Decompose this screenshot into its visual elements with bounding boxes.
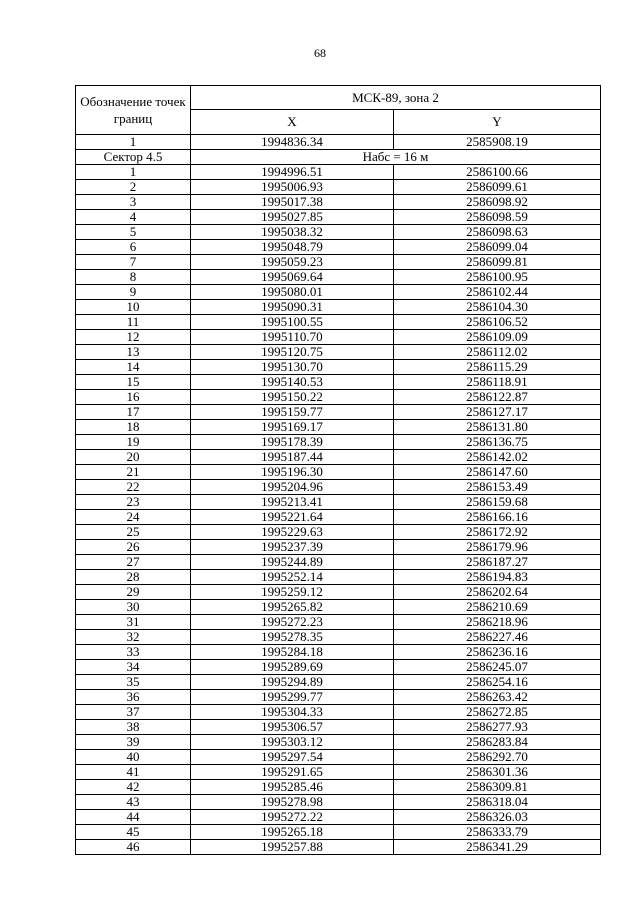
y-value: 2586254.16	[394, 675, 601, 690]
y-value: 2586301.36	[394, 765, 601, 780]
table-row	[76, 795, 601, 810]
table-row	[76, 720, 601, 735]
table-row	[76, 210, 601, 225]
table-row	[76, 405, 601, 420]
header-row-system	[76, 86, 601, 110]
y-value: 2586153.49	[394, 480, 601, 495]
table-row	[76, 465, 601, 480]
x-value: 1995130.70	[191, 360, 394, 375]
y-value: 2586309.81	[394, 780, 601, 795]
x-value: 1995244.89	[191, 555, 394, 570]
x-value: 1995265.18	[191, 825, 394, 840]
point-number: 4	[76, 210, 191, 225]
y-value: 2586236.16	[394, 645, 601, 660]
table-row	[76, 345, 601, 360]
y-value: 2586106.52	[394, 315, 601, 330]
x-value: 1995110.70	[191, 330, 394, 345]
table-row	[76, 360, 601, 375]
x-value: 1995159.77	[191, 405, 394, 420]
y-value: 2586104.30	[394, 300, 601, 315]
point-number: 1	[76, 135, 191, 150]
point-number: 36	[76, 690, 191, 705]
x-value: 1995178.39	[191, 435, 394, 450]
y-value: 2586292.70	[394, 750, 601, 765]
point-number: 22	[76, 480, 191, 495]
x-value: 1995140.53	[191, 375, 394, 390]
sector-name: Сектор 4.5	[76, 150, 191, 165]
table-row	[76, 420, 601, 435]
x-value: 1995237.39	[191, 540, 394, 555]
y-value: 2586099.81	[394, 255, 601, 270]
table-row	[76, 285, 601, 300]
y-value: 2586136.75	[394, 435, 601, 450]
y-value: 2586142.02	[394, 450, 601, 465]
table-row	[76, 330, 601, 345]
y-value: 2586277.93	[394, 720, 601, 735]
y-value: 2586326.03	[394, 810, 601, 825]
table-row	[76, 735, 601, 750]
table-row	[76, 705, 601, 720]
point-number: 6	[76, 240, 191, 255]
point-number: 2	[76, 180, 191, 195]
x-value: 1995150.22	[191, 390, 394, 405]
point-number: 27	[76, 555, 191, 570]
y-value: 2586272.85	[394, 705, 601, 720]
table-header	[76, 86, 601, 135]
point-number: 35	[76, 675, 191, 690]
y-value: 2586318.04	[394, 795, 601, 810]
point-number: 3	[76, 195, 191, 210]
y-value: 2586187.27	[394, 555, 601, 570]
x-value: 1995027.85	[191, 210, 394, 225]
y-value: 2586218.96	[394, 615, 601, 630]
y-value: 2586099.04	[394, 240, 601, 255]
x-value: 1995090.31	[191, 300, 394, 315]
y-value: 2586227.46	[394, 630, 601, 645]
x-column-header: X	[191, 110, 394, 135]
coordinate-system-header: МСК-89, зона 2	[191, 86, 601, 110]
table-row	[76, 495, 601, 510]
y-value: 2586098.63	[394, 225, 601, 240]
y-value: 2586341.29	[394, 840, 601, 855]
x-value: 1995304.33	[191, 705, 394, 720]
x-value: 1995285.46	[191, 780, 394, 795]
sector-height: Набс = 16 м	[191, 150, 601, 165]
y-value: 2586202.64	[394, 585, 601, 600]
point-number: 18	[76, 420, 191, 435]
x-value: 1995252.14	[191, 570, 394, 585]
page-number: 68	[314, 46, 326, 60]
table-row	[76, 555, 601, 570]
point-number: 21	[76, 465, 191, 480]
table-row	[76, 390, 601, 405]
y-value: 2586159.68	[394, 495, 601, 510]
x-value: 1995291.65	[191, 765, 394, 780]
point-number: 31	[76, 615, 191, 630]
x-value: 1995259.12	[191, 585, 394, 600]
x-value: 1995299.77	[191, 690, 394, 705]
y-column-header: Y	[394, 110, 601, 135]
table-row	[76, 255, 601, 270]
point-number: 7	[76, 255, 191, 270]
point-number: 9	[76, 285, 191, 300]
point-number: 34	[76, 660, 191, 675]
point-number: 45	[76, 825, 191, 840]
point-number: 42	[76, 780, 191, 795]
table-row	[76, 600, 601, 615]
x-value: 1995048.79	[191, 240, 394, 255]
x-value: 1995187.44	[191, 450, 394, 465]
table-row	[76, 690, 601, 705]
point-number: 1	[76, 165, 191, 180]
table-row	[76, 840, 601, 855]
x-value: 1995120.75	[191, 345, 394, 360]
x-value: 1995038.32	[191, 225, 394, 240]
table-row	[76, 660, 601, 675]
point-number: 46	[76, 840, 191, 855]
y-value: 2586109.09	[394, 330, 601, 345]
y-value: 2586099.61	[394, 180, 601, 195]
y-value: 2586147.60	[394, 465, 601, 480]
table-row	[76, 540, 601, 555]
x-value: 1995221.64	[191, 510, 394, 525]
y-value: 2586118.91	[394, 375, 601, 390]
table-row	[76, 780, 601, 795]
y-value: 2586127.17	[394, 405, 601, 420]
y-value: 2586122.87	[394, 390, 601, 405]
table-row	[76, 510, 601, 525]
point-number: 13	[76, 345, 191, 360]
y-value: 2586179.96	[394, 540, 601, 555]
point-number: 44	[76, 810, 191, 825]
y-value: 2586283.84	[394, 735, 601, 750]
x-value: 1995257.88	[191, 840, 394, 855]
x-value: 1995213.41	[191, 495, 394, 510]
table-row	[76, 480, 601, 495]
x-value: 1995303.12	[191, 735, 394, 750]
table-row	[76, 615, 601, 630]
y-value: 2586100.95	[394, 270, 601, 285]
x-value: 1995278.35	[191, 630, 394, 645]
point-number: 25	[76, 525, 191, 540]
point-number: 19	[76, 435, 191, 450]
y-value: 2586194.83	[394, 570, 601, 585]
point-number: 26	[76, 540, 191, 555]
y-value: 2586098.59	[394, 210, 601, 225]
y-value: 2586245.07	[394, 660, 601, 675]
y-value: 2586166.16	[394, 510, 601, 525]
point-number: 37	[76, 705, 191, 720]
x-value: 1995265.82	[191, 600, 394, 615]
x-value: 1995080.01	[191, 285, 394, 300]
table-row-first	[76, 135, 601, 150]
y-value: 2586112.02	[394, 345, 601, 360]
x-value: 1995006.93	[191, 180, 394, 195]
x-value: 1995289.69	[191, 660, 394, 675]
point-number: 43	[76, 795, 191, 810]
y-value: 2586100.66	[394, 165, 601, 180]
x-value: 1995294.89	[191, 675, 394, 690]
table-row	[76, 630, 601, 645]
point-designation-header: Обозначение точек границ	[76, 86, 191, 135]
point-number: 30	[76, 600, 191, 615]
x-value: 1995272.23	[191, 615, 394, 630]
point-number: 39	[76, 735, 191, 750]
point-number: 24	[76, 510, 191, 525]
x-value: 1995069.64	[191, 270, 394, 285]
point-number: 8	[76, 270, 191, 285]
table-body	[76, 135, 601, 855]
table-row	[76, 525, 601, 540]
point-number: 14	[76, 360, 191, 375]
x-value: 1995059.23	[191, 255, 394, 270]
point-number: 17	[76, 405, 191, 420]
table-row	[76, 435, 601, 450]
x-value: 1995100.55	[191, 315, 394, 330]
x-value: 1995278.98	[191, 795, 394, 810]
y-value: 2586263.42	[394, 690, 601, 705]
point-number: 20	[76, 450, 191, 465]
table-row	[76, 180, 601, 195]
point-number: 12	[76, 330, 191, 345]
point-number: 28	[76, 570, 191, 585]
point-number: 23	[76, 495, 191, 510]
y-value: 2586115.29	[394, 360, 601, 375]
table-row	[76, 810, 601, 825]
table-row	[76, 645, 601, 660]
table-row	[76, 825, 601, 840]
sector-row	[76, 150, 601, 165]
table-row	[76, 765, 601, 780]
table-row	[76, 570, 601, 585]
point-number: 32	[76, 630, 191, 645]
point-number: 10	[76, 300, 191, 315]
table-row	[76, 750, 601, 765]
x-value: 1995017.38	[191, 195, 394, 210]
x-value: 1995169.17	[191, 420, 394, 435]
table-row	[76, 225, 601, 240]
y-value: 2586333.79	[394, 825, 601, 840]
x-value: 1995284.18	[191, 645, 394, 660]
table-row	[76, 300, 601, 315]
y-value: 2586210.69	[394, 600, 601, 615]
table-row	[76, 270, 601, 285]
point-number: 38	[76, 720, 191, 735]
y-value: 2586102.44	[394, 285, 601, 300]
y-value: 2586098.92	[394, 195, 601, 210]
table-row	[76, 585, 601, 600]
table-row	[76, 375, 601, 390]
table-row	[76, 450, 601, 465]
table-row	[76, 315, 601, 330]
table-row	[76, 195, 601, 210]
point-number: 11	[76, 315, 191, 330]
y-value: 2586131.80	[394, 420, 601, 435]
y-value: 2586172.92	[394, 525, 601, 540]
table-row	[76, 675, 601, 690]
x-value: 1995306.57	[191, 720, 394, 735]
point-number: 40	[76, 750, 191, 765]
y-value: 2585908.19	[394, 135, 601, 150]
x-value: 1995196.30	[191, 465, 394, 480]
x-value: 1995229.63	[191, 525, 394, 540]
point-number: 15	[76, 375, 191, 390]
point-number: 16	[76, 390, 191, 405]
x-value: 1995297.54	[191, 750, 394, 765]
x-value: 1994836.34	[191, 135, 394, 150]
point-number: 29	[76, 585, 191, 600]
point-number: 41	[76, 765, 191, 780]
point-number: 5	[76, 225, 191, 240]
x-value: 1994996.51	[191, 165, 394, 180]
coordinates-table	[75, 85, 601, 855]
point-number: 33	[76, 645, 191, 660]
x-value: 1995204.96	[191, 480, 394, 495]
table-row	[76, 240, 601, 255]
x-value: 1995272.22	[191, 810, 394, 825]
table-row	[76, 165, 601, 180]
